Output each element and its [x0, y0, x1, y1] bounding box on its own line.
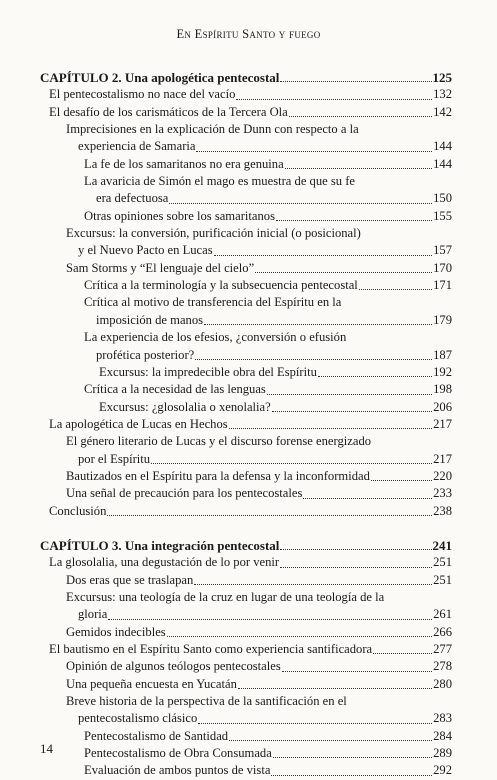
entry-page: 171	[433, 278, 452, 293]
toc-entry-line	[66, 572, 452, 589]
dot-leader	[151, 463, 432, 464]
toc-entry-line	[84, 156, 452, 173]
entry-title: era defectuosa	[96, 191, 169, 206]
toc-entry-line	[66, 624, 452, 641]
toc-entry-line	[66, 589, 452, 606]
entry-title: Crítica a la necesidad de las lenguas	[84, 382, 266, 397]
entry-page: 192	[433, 364, 452, 379]
toc-entry	[40, 104, 452, 121]
dot-leader	[238, 688, 432, 689]
entry-title: La experiencia de los efesios, ¿conversión o efusión	[84, 330, 347, 345]
dot-leader	[272, 411, 432, 412]
page-number: 14	[40, 741, 53, 756]
chapter-heading	[40, 69, 452, 86]
entry-page: 261	[433, 607, 452, 622]
toc-entry-line	[84, 294, 452, 311]
toc-entry-line	[99, 399, 452, 416]
toc-entry	[40, 468, 452, 485]
toc-entry	[40, 225, 452, 260]
entry-page: 217	[433, 416, 452, 431]
dot-leader	[280, 567, 432, 568]
dot-leader	[276, 220, 432, 221]
toc-entry	[40, 485, 452, 502]
dot-leader	[280, 549, 431, 550]
toc-entry-continuation	[66, 242, 452, 259]
entry-title: La avaricia de Simón el mago es muestra de que su fe	[84, 174, 356, 189]
toc-entry-line	[66, 676, 452, 693]
toc-entry-continuation	[84, 190, 452, 207]
toc-entry-line	[66, 693, 452, 710]
chapter-gap	[40, 520, 452, 537]
toc-entry	[40, 364, 452, 381]
toc-entry-line	[66, 485, 452, 502]
entry-title: Excursus: una teología de la cruz en lugar de una teología de la	[66, 589, 385, 604]
toc-entry-line	[66, 121, 452, 138]
dot-leader	[169, 203, 432, 204]
running-header: En Espíritu Santo y fuego	[176, 27, 321, 41]
toc-entry-line	[49, 416, 452, 433]
entry-page: 220	[433, 468, 452, 483]
toc-entry-line	[84, 728, 452, 745]
entry-page: 170	[433, 260, 452, 275]
entry-title: gloria	[78, 607, 108, 622]
entry-title: Crítica al motivo de transferencia del Espíritu en la	[84, 295, 342, 310]
dot-leader	[229, 428, 432, 429]
toc-entry-continuation	[84, 312, 452, 329]
entry-title: La glosolalia, una degustación de lo por venir	[49, 555, 280, 570]
entry-title: Dos eras que se traslapan	[66, 572, 194, 587]
toc-entry-line	[84, 329, 452, 346]
entry-page: 289	[433, 746, 452, 761]
entry-title: Otras opiniones sobre los samaritanos	[84, 208, 275, 223]
toc-entry	[40, 676, 452, 693]
toc-entry-line	[66, 433, 452, 450]
entry-page: 132	[433, 87, 452, 102]
entry-title: experiencia de Samaria	[78, 139, 196, 154]
dot-leader	[229, 740, 432, 741]
toc-entry-line	[84, 277, 452, 294]
dot-leader	[267, 394, 432, 395]
toc-entry	[40, 641, 452, 658]
toc-entry-line	[99, 364, 452, 381]
dot-leader	[289, 116, 432, 117]
entry-title: Excursus: la conversión, purificación inicial (o posicional)	[66, 226, 361, 241]
entry-page: 292	[433, 763, 452, 778]
toc-entry-line	[49, 86, 452, 103]
toc-entry-line	[84, 762, 452, 779]
entry-page: 277	[433, 642, 452, 656]
dot-leader	[371, 480, 432, 481]
dot-leader	[195, 359, 432, 360]
entry-title: Gemidos indecibles	[66, 624, 166, 639]
toc-entry	[40, 433, 452, 468]
entry-title: Excursus: ¿glosolalia o xenolalia?	[99, 399, 271, 414]
dot-leader	[204, 324, 432, 325]
dot-leader	[282, 671, 432, 672]
toc-entry	[40, 572, 452, 589]
entry-page: 238	[433, 503, 452, 518]
entry-title: El pentecostalismo no nace del vacío	[49, 87, 236, 102]
toc-entry-line	[49, 503, 452, 520]
entry-page: 283	[433, 711, 452, 726]
entry-title: CAPÍTULO 3. Una integración pentecostal	[40, 537, 280, 553]
entry-title: Conclusión	[49, 503, 107, 518]
toc-entry-line	[49, 104, 452, 121]
entry-page: 284	[433, 728, 452, 743]
entry-title: Pentecostalismo de Obra Consumada	[84, 746, 272, 761]
entry-title: Opinión de algunos teólogos pentecostales	[66, 659, 281, 674]
toc-entry-continuation	[66, 606, 452, 623]
toc-entry-line	[66, 225, 452, 242]
entry-title: La apologética de Lucas en Hechos	[49, 416, 228, 431]
entry-page: 278	[433, 659, 452, 674]
entry-page: 144	[433, 139, 452, 154]
entry-page: 155	[433, 208, 452, 223]
entry-page: 251	[433, 572, 452, 587]
dot-leader	[196, 151, 432, 152]
entry-page: 144	[433, 156, 452, 171]
toc-entry-line	[66, 260, 452, 277]
entry-page: 251	[433, 555, 452, 570]
dot-leader	[108, 619, 432, 620]
entry-title: Breve historia de la perspectiva de la santificación en el	[66, 694, 347, 709]
dot-leader	[271, 775, 432, 776]
entry-title: El bautismo en el Espíritu Santo como experiencia santificadora	[49, 642, 373, 656]
toc-entry	[40, 658, 452, 675]
entry-title: Una pequeña encuesta en Yucatán	[66, 676, 237, 691]
entry-page: 179	[433, 312, 452, 327]
toc-entry-line	[66, 468, 452, 485]
toc-entry	[40, 693, 452, 728]
toc-entry	[40, 416, 452, 433]
entry-page: 125	[432, 70, 452, 85]
toc-entry-line	[84, 173, 452, 190]
table-of-contents	[40, 69, 452, 780]
dot-leader	[214, 255, 432, 256]
entry-title: Crítica a la terminología y la subsecuencia pentecostal	[84, 278, 358, 293]
toc-entry-continuation	[66, 710, 452, 727]
entry-title: Sam Storms y “El lenguaje del cielo”	[66, 260, 255, 275]
entry-title: imposición de manos	[96, 312, 204, 327]
entry-title: El desafío de los carismáticos de la Tercera Ola	[49, 104, 288, 119]
entry-page: 187	[433, 347, 452, 362]
toc-entry	[40, 589, 452, 624]
toc-entry-continuation	[66, 138, 452, 155]
toc-entry-continuation	[84, 347, 452, 364]
entry-title: Imprecisiones en la explicación de Dunn con respecto a la	[66, 122, 359, 137]
dot-leader	[167, 636, 432, 637]
dot-leader	[198, 723, 432, 724]
toc-entry	[40, 208, 452, 225]
entry-page: 241	[432, 537, 452, 553]
dot-leader	[194, 584, 432, 585]
toc-entry	[40, 121, 452, 156]
entry-page: 266	[433, 624, 452, 639]
toc-entry	[40, 329, 452, 364]
entry-title: por el Espíritu	[78, 451, 151, 466]
dot-leader	[303, 498, 432, 499]
entry-title: pentecostalismo clásico	[78, 711, 198, 726]
toc-entry	[40, 728, 452, 745]
entry-title: Excursus: la impredecible obra del Espíritu	[99, 364, 317, 379]
entry-page: 206	[433, 399, 452, 414]
entry-page: 150	[433, 191, 452, 206]
entry-page: 217	[433, 451, 452, 466]
dot-leader	[280, 81, 431, 82]
toc-entry-line	[84, 745, 452, 762]
toc-entry-line	[84, 208, 452, 225]
entry-page: 142	[433, 104, 452, 119]
toc-entry-line	[84, 381, 452, 398]
chapter-heading	[40, 537, 452, 554]
entry-title: El género literario de Lucas y el discurso forense energizado	[66, 434, 372, 449]
dot-leader	[236, 99, 432, 100]
toc-entry	[40, 277, 452, 294]
entry-title: profética posterior?	[96, 347, 195, 362]
toc-entry	[40, 156, 452, 173]
dot-leader	[359, 289, 432, 290]
toc-entry	[40, 260, 452, 277]
toc-entry	[40, 399, 452, 416]
entry-title: Bautizados en el Espíritu para la defensa y la inconformidad	[66, 468, 370, 483]
toc-entry	[40, 294, 452, 329]
entry-page: 280	[433, 676, 452, 691]
toc-entry	[40, 173, 452, 208]
entry-page: 198	[433, 382, 452, 397]
toc-entry	[40, 762, 452, 779]
toc-entry	[40, 745, 452, 762]
toc-entry	[40, 86, 452, 103]
toc-entry-line	[49, 554, 452, 571]
dot-leader	[273, 757, 432, 758]
entry-title: Pentecostalismo de Santidad	[84, 728, 229, 743]
toc-entry-continuation	[66, 451, 452, 468]
dot-leader	[255, 272, 432, 273]
toc-entry-line	[49, 641, 452, 658]
entry-title: La fe de los samaritanos no era genuina	[84, 156, 284, 171]
entry-page: 157	[433, 243, 452, 258]
entry-title: CAPÍTULO 2. Una apologética pentecostal	[40, 70, 280, 85]
dot-leader	[285, 168, 432, 169]
toc-entry	[40, 503, 452, 520]
toc-entry	[40, 624, 452, 641]
dot-leader	[107, 515, 432, 516]
entry-page: 233	[433, 486, 452, 501]
dot-leader	[373, 653, 432, 654]
entry-title: Una señal de precaución para los pentecostales	[66, 486, 303, 501]
toc-entry	[40, 554, 452, 571]
dot-leader	[318, 376, 432, 377]
entry-title: y el Nuevo Pacto en Lucas	[78, 243, 213, 258]
toc-entry-line	[66, 658, 452, 675]
entry-title: Evaluación de ambos puntos de vista	[84, 763, 271, 778]
toc-entry	[40, 381, 452, 398]
